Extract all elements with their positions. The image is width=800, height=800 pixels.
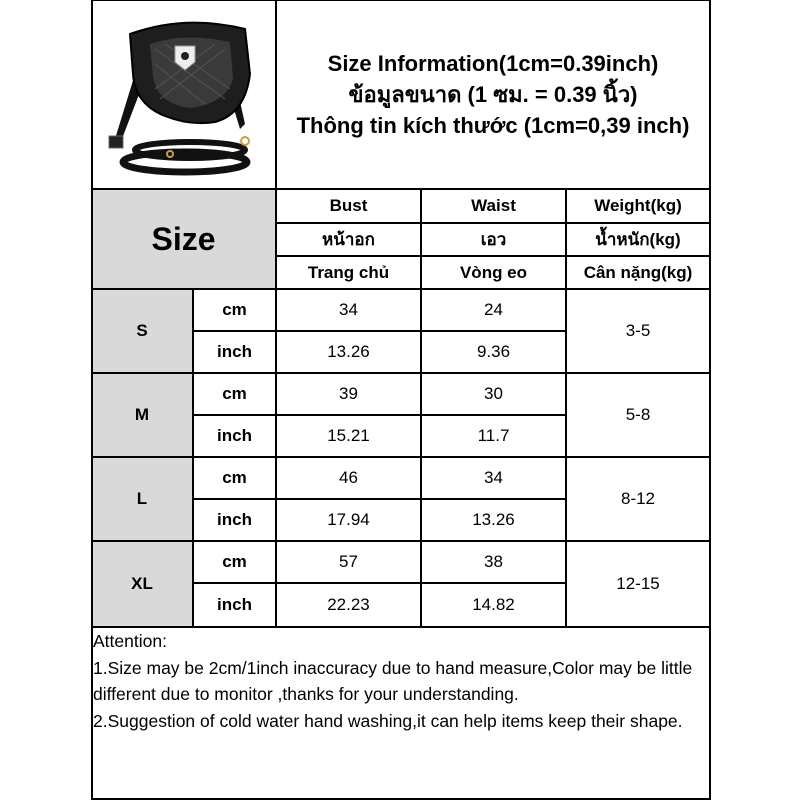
grid-line (275, 255, 711, 257)
unit-inch: inch (217, 510, 252, 529)
header-thai: ข้อมูลขนาด (1 ซม. = 0.39 นิ้ว) (348, 82, 638, 107)
attention-note-2: 2.Suggestion of cold water hand washing,it can help items keep their shape. (93, 710, 683, 731)
size-cell-l: L (92, 458, 192, 540)
unit-cm: cm (222, 552, 247, 571)
grid-line (192, 288, 194, 626)
grid-line (91, 288, 711, 290)
bust-cm-xl: 57 (339, 552, 358, 571)
unit-inch: inch (217, 342, 252, 361)
attention-note-1: 1.Size may be 2cm/1inch inaccuracy due to hand measure,Color may be little different due to monitor ,thanks for your understanding. (93, 657, 698, 704)
size-info-header (277, 48, 709, 141)
size-cell-m: M (92, 374, 192, 456)
header-vietnamese: Thông tin kích thước (1cm=0,39 inch) (296, 113, 690, 138)
col-bust-vi: Trang chủ (307, 262, 390, 282)
attention-title: Attention: (93, 631, 167, 651)
bust-cm-m: 39 (339, 384, 358, 403)
grid-line (91, 540, 711, 542)
size-cell-s: S (92, 290, 192, 372)
bust-cm-l: 46 (339, 468, 358, 487)
col-waist-vi: Vòng eo (459, 262, 528, 282)
unit-inch: inch (217, 595, 252, 614)
waist-inch-m: 11.7 (477, 426, 510, 445)
col-weight-th: น้ำหนัก(kg) (595, 230, 681, 249)
bust-cm-s: 34 (339, 300, 358, 319)
grid-line (192, 414, 567, 416)
grid-line (91, 456, 711, 458)
size-header-cell (92, 190, 275, 288)
grid-line (565, 188, 567, 626)
col-waist-en: Waist (471, 196, 516, 215)
grid-line (91, 0, 711, 1)
waist-cm-m: 30 (484, 384, 503, 403)
unit-cm: cm (222, 384, 247, 403)
bust-inch-xl: 22.23 (327, 595, 370, 614)
waist-cm-xl: 38 (484, 552, 503, 571)
grid-line (192, 330, 567, 332)
attention-notes (93, 628, 708, 734)
grid-line (275, 0, 277, 626)
waist-cm-s: 24 (484, 300, 503, 319)
unit-inch: inch (217, 426, 252, 445)
grid-line (91, 372, 711, 374)
grid-line (709, 0, 711, 800)
bust-inch-l: 17.94 (327, 510, 370, 529)
grid-line (91, 188, 711, 190)
col-weight-en: Weight(kg) (594, 196, 682, 215)
dog-harness-product-image (95, 4, 275, 186)
waist-inch-l: 13.26 (472, 510, 515, 529)
weight-l: 8-12 (620, 489, 656, 508)
bust-inch-m: 15.21 (327, 426, 370, 445)
weight-xl: 12-15 (616, 574, 660, 593)
waist-inch-xl: 14.82 (472, 595, 515, 614)
col-waist-th: เอว (480, 230, 507, 249)
weight-m: 5-8 (625, 405, 651, 424)
unit-cm: cm (222, 300, 247, 319)
bust-inch-s: 13.26 (327, 342, 370, 361)
col-weight-vi: Cân nặng(kg) (583, 262, 693, 282)
grid-line (275, 222, 711, 224)
col-bust-en: Bust (329, 196, 368, 215)
size-label: Size (151, 220, 216, 257)
grid-line (192, 582, 567, 584)
waist-inch-s: 9.36 (476, 342, 511, 361)
unit-cm: cm (222, 468, 247, 487)
weight-s: 3-5 (625, 321, 651, 340)
size-cell-xl: XL (92, 542, 192, 626)
waist-cm-l: 34 (484, 468, 503, 487)
grid-line (192, 498, 567, 500)
grid-line (420, 188, 422, 626)
header-english: Size Information(1cm=0.39inch) (327, 51, 659, 76)
col-bust-th: หน้าอก (322, 230, 375, 249)
